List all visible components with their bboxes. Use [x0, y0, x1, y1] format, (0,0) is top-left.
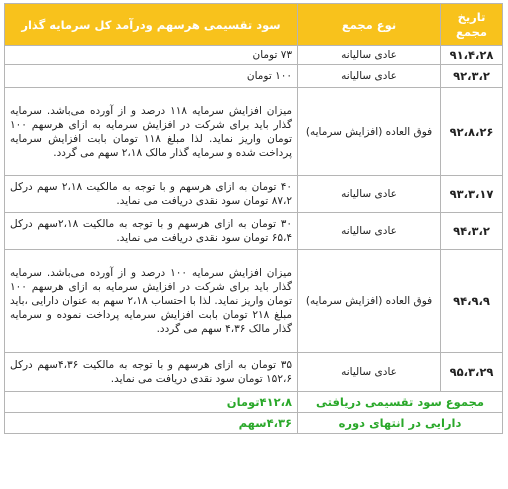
table-row [5, 213, 503, 250]
row-dividend: ۱۰۰ تومان [5, 65, 298, 88]
row-date: ۹۴،۹،۹ [441, 250, 503, 353]
dividend-history-table-wrapper [4, 3, 503, 434]
row-type: فوق العاده (افزایش سرمایه) [298, 88, 441, 176]
row-type: عادی سالیانه [298, 176, 441, 213]
row-dividend: ۳۵ تومان به ازای هرسهم و با توجه به مالکیت ۴،۳۶سهم درکل ۱۵۲،۶ تومان سود نقدی دریافت می نماید. [5, 353, 298, 392]
header-dividend: سود تقسیمی هرسهم ودرآمد کل سرمایه گذار [5, 4, 298, 46]
summary-value: ۴۱۲،۸تومان [5, 392, 298, 413]
row-date: ۹۵،۳،۲۹ [441, 353, 503, 392]
row-dividend: میزان افزایش سرمایه ۱۱۸ درصد و از آورده می‌باشد. سرمایه گذار باید برای شرکت در افزایش سرمایه به ازای هرسهم ۱۰۰ تومان واریز نماید. لذا مبلغ ۱۱۸ تومان بابت افزایش سرمایه پرداخت شده و سرمایه گذار مالک ۲،۱۸ سهم می گردد. [5, 88, 298, 176]
row-date: ۹۱،۴،۲۸ [441, 46, 503, 65]
summary-row-total-dividend [5, 392, 503, 413]
dividend-history-table [4, 3, 503, 434]
table-row [5, 353, 503, 392]
row-date: ۹۴،۳،۲ [441, 213, 503, 250]
summary-row-final-holding [5, 413, 503, 434]
row-type: عادی سالیانه [298, 213, 441, 250]
row-date: ۹۲،۳،۲ [441, 65, 503, 88]
row-type: عادی سالیانه [298, 65, 441, 88]
header-date-line1: تاریخ [457, 9, 486, 24]
table-row [5, 65, 503, 88]
row-dividend: میزان افزایش سرمایه ۱۰۰ درصد و از آورده می‌باشد. سرمایه گذار باید برای شرکت در افزایش سرمایه به ازای هرسهم ۱۰۰ تومان واریز نماید. لذا با احتساب ۲،۱۸ سهم به عنوان دارایی ،باید مبلغ ۲۱۸ تومان بابت افزایش سرمایه پرداخت نموده و سرمایه گذار مالک ۴،۳۶ سهم می گردد. [5, 250, 298, 353]
header-meeting-date [441, 4, 503, 46]
row-date: ۹۳،۳،۱۷ [441, 176, 503, 213]
header-meeting-type: نوع مجمع [298, 4, 441, 46]
row-dividend: ۷۳ تومان [5, 46, 298, 65]
summary-label: مجموع سود تقسیمی دریافتی [298, 392, 503, 413]
table-row [5, 46, 503, 65]
table-row [5, 250, 503, 353]
table-row [5, 176, 503, 213]
table-header-row [5, 4, 503, 46]
row-type: عادی سالیانه [298, 353, 441, 392]
row-type: فوق العاده (افزایش سرمایه) [298, 250, 441, 353]
row-dividend: ۳۰ تومان به ازای هرسهم و با توجه به مالکیت ۲،۱۸سهم درکل ۶۵،۴ تومان سود نقدی دریافت می نماید. [5, 213, 298, 250]
summary-value: ۴،۳۶سهم [5, 413, 298, 434]
row-date: ۹۲،۸،۲۶ [441, 88, 503, 176]
row-dividend: ۴۰ تومان به ازای هرسهم و با توجه به مالکیت ۲،۱۸ سهم درکل ۸۷،۲ تومان سود نقدی دریافت می نماید. [5, 176, 298, 213]
summary-label: دارایی در انتهای دوره [298, 413, 503, 434]
header-date-line2: مجمع [456, 24, 487, 39]
table-row [5, 88, 503, 176]
row-type: عادی سالیانه [298, 46, 441, 65]
